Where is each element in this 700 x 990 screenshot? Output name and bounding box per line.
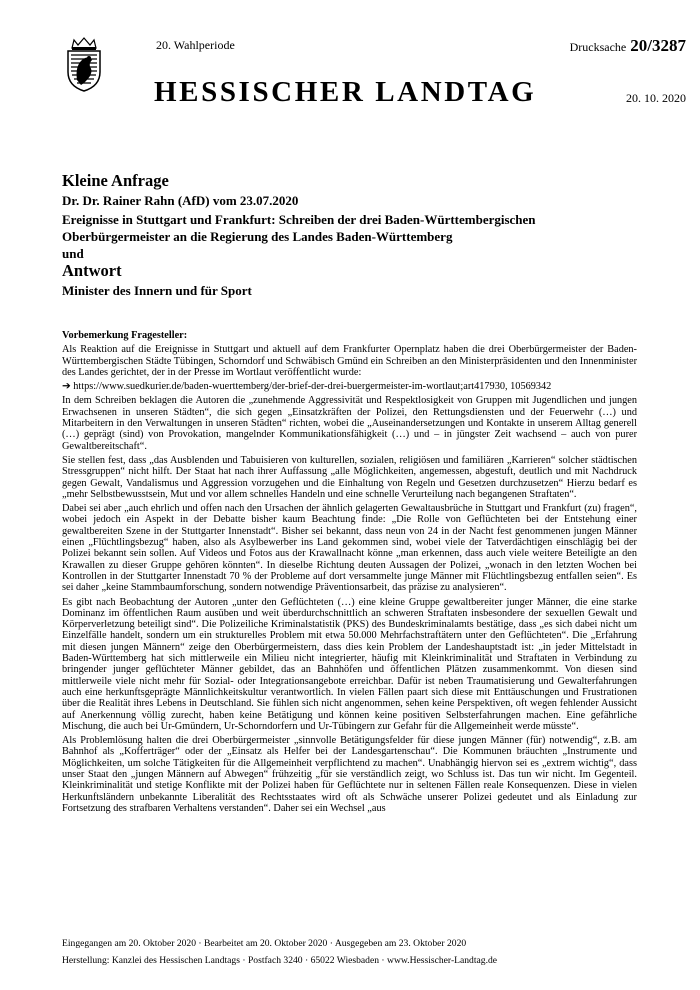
drucksache xyxy=(570,36,686,56)
drucksache-number: 20/3287 xyxy=(630,36,686,55)
paragraph: Es gibt nach Beobachtung der Autoren „unter den Geflüchteten (…) eine kleine Gruppe gewaltbereiter junger Männer, die eine starke Dominanz im öffentlichen Raum ausüben und weit überdurchschnittlich an schweren Straftaten insbesondere der sexuellen Gewalt und Körperverletzung beteiligt sind“. Die Polizeiliche Kriminalstatistik (PKS) des Bundeskriminalamts bestätige, dass „es sich dabei nicht um Einzelfälle handelt, sondern um ein strukturelles Problem mit etwa 50.000 Mehrfachstraftätern unter den Geflüchteten“. Die „Erfahrung mit diesen jungen Männern“ zeige den Oberbürgermeistern, dass dies kein Problem der Landeshauptstadt ist: „in jeder Mittelstadt in Baden-Württemberg hat sich mittlerweile ein Milieu nicht integrierter, häufig mit Kleinkriminalität und Straftaten in Verbindung zu bringender junger geflüchteter Männer gebildet, das an Bahnhöfen und öffentlichen Plätzen zusammenkommt. Von diesen sind mittlerweile viele nicht mehr für Sozial- oder Integrationsangebote erreichbar. Dafür ist neben Traumatisierung und Gewalterfahrungen auch eine herkunftsgeprägte Männlichkeitskultur verantwortlich. In vielen Fällen paart sich diese mit Enttäuschungen und Frustrationen über die Realität ihres Lebens in Deutschland. Sie fühlen sich nicht angenommen, sehen keine Perspektiven, oft wegen fehlender Aussicht auf Anerkennung völlig zurecht, haben keine Betätigung und können keine positiven Selbsterfahrungen machen. Eine gefährliche Mischung, die auch bei Ur-Gmündern, Ur-Schorndorfern und Ur-Tübingern zur Gefahr für die Allgemeinheit werde müsste“. xyxy=(62,596,637,732)
document-date: 20. 10. 2020 xyxy=(626,91,686,105)
minister-line: Minister des Innern und für Sport xyxy=(62,283,252,298)
landtag-title: HESSISCHER LANDTAG xyxy=(154,76,537,108)
und-label: und xyxy=(62,246,84,261)
footer-dates: Eingegangen am 20. Oktober 2020 · Bearbeitet am 20. Oktober 2020 · Ausgegeben am 23. Oktober 2020 xyxy=(62,938,467,949)
paragraph: Sie stellen fest, dass „das Ausblenden und Tabuisieren von kulturellen, sozialen, religiösen und familiären „Karrieren“ solcher städtischen Stressgruppen“ nicht hilft. Der Staat hat nach ihrer Auffassung „alle Möglichkeiten, angemessen, abgestuft, deutlich und mit Nachdruck gegen Gewalt, Vandalismus und Aggression vorzugehen und die Einhaltung von Regeln und Gesetzen durchzusetzen“ Hierzu bedarf es „mehr Selbstbewusstsein, Mut und vor allem schnelles Handeln und eine schnelle Verurteilung nach begangenen Straftaten“. xyxy=(62,454,637,500)
paragraph: Als Reaktion auf die Ereignisse in Stuttgart und aktuell auf dem Frankfurter Opernplatz haben die drei Oberbürgermeister der Baden-Württembergischen Städte Tübingen, Schorndorf und Schwäbisch Gmünd ein Schreiben an den Ministerpräsidenten und den Innenminister des Landes gerichtet, der in der Presse im Wortlaut veröffentlicht wurde: xyxy=(62,344,637,378)
paragraph: Dabei sei aber „auch ehrlich und offen nach den Ursachen der ähnlich gelagerten Gewaltausbrüche in Stuttgart und Frankfurt (zu) fragen“, wobei jedoch ein Aspekt in der Debatte bisher kaum Beachtung finde: „Die Rolle von Geflüchteten bei der Entstehung einer gewaltbereiten Szene in der Stuttgarter Innenstadt“. Bisher sei bekannt, dass neun von 24 in der Nacht fest genommenen jungen Männer einen „Flüchtlingsbezug“ haben, also als Asylbewerber ins Land gekommen sind, wobei viele der Tatverdächtigen einschlägig bei der Polizei bekannt sein sollen. Auf Videos und Fotos aus der Krawallnacht könne „man erkennen, dass auch viele weitere Beteiligte an den Krawallen zu dieser Gruppe gehören könnten“. In dieselbe Richtung deuten Aussagen der Polizei, „wonach in den letzten Wochen bei Kontrollen in der Stuttgarter Innenstadt 70 % der Probleme auf dort versammelte junge Männer mit Flüchtlingsbezug entfallen seien“. Es sei daher „keine Stammbaumforschung, sondern notwendige Präventionsarbeit, das präzise zu analysieren“. xyxy=(62,503,637,594)
drucksache-label: Drucksache xyxy=(569,40,627,54)
footer-imprint: Herstellung: Kanzlei des Hessischen Landtags · Postfach 3240 · 65022 Wiesbaden · www.Hessischer-Landtag.de xyxy=(62,955,498,966)
section-heading: Vorbemerkung Fragesteller: xyxy=(62,330,188,341)
paragraph: In dem Schreiben beklagen die Autoren die „zunehmende Aggressivität und Respektlosigkeit von Gruppen mit Jugendlichen und jungen Erwachsenen in unseren Städten“, die sich gegen „Einsatzkräften der Polizei, den Rettungsdiensten und der Feuerwehr (…) und Mitarbeitern in den Verwaltungen in unseren Städten“ richten, wobei die „Auseinandersetzungen und Kontakte in unserem Alltag generell (…) geprägt (sind) von Provokation, mangelnder Kommunikationsfähigkeit (…) und – in jüngster Zeit wachsend – auch von purer Gewaltbereitschaft“. xyxy=(62,395,637,452)
hessen-coat-of-arms-icon xyxy=(62,36,106,92)
author-line: Dr. Dr. Rainer Rahn (AfD) vom 23.07.2020 xyxy=(62,193,299,208)
paragraph: Als Problemlösung halten die drei Oberbürgermeister „sinnvolle Betätigungsfelder für diese jungen Männer (für) notwendig“, z.B. am Bahnhof als „Kofferträger“ oder der „Einsatz als Helfer bei der Landesgartenschau“. Die Kommunen bräuchten „Instrumente und Möglichkeiten, um solche Tätigkeiten für die Allgemeinheit verpflichtend zu machen“. Unabhängig hiervon sei es „extrem wichtig“, dass unser Staat den „jungen Männern auf Abwegen“ frühzeitig „für sie verständlich zeigt, wo Schluss ist. Das tun wir nicht. Im Gegenteil. Kleinkriminalität und stetige Konflikte mit der Polizei haben für Geflüchtete nur in seltenen Fällen reale Konsequenzen. Diese in vielen Herkunftsländern unbekannte Liberalität des Rechtsstaates wird oft als Schwäche unserer Polizei gedeutet und als Einladung zur Fortsetzung des strafbaren Verhaltens verstanden“. Daher sei ein Wechsel „aus xyxy=(62,735,637,814)
source-link[interactable]: ➔ https://www.suedkurier.de/baden-wuerttemberg/der-brief-der-drei-buergermeister-im-wortlaut;art417930, 10569342 xyxy=(62,381,552,393)
subject-title: Ereignisse in Stuttgart und Frankfurt: Schreiben der drei Baden-Württembergischen Oberbürgermeister an die Regierung des Landes Baden-Württemberg xyxy=(62,212,536,244)
document-type: Kleine Anfrage xyxy=(62,171,169,190)
wahlperiode: 20. Wahlperiode xyxy=(156,38,235,52)
document-body xyxy=(62,330,637,817)
antwort-label: Antwort xyxy=(62,261,122,280)
